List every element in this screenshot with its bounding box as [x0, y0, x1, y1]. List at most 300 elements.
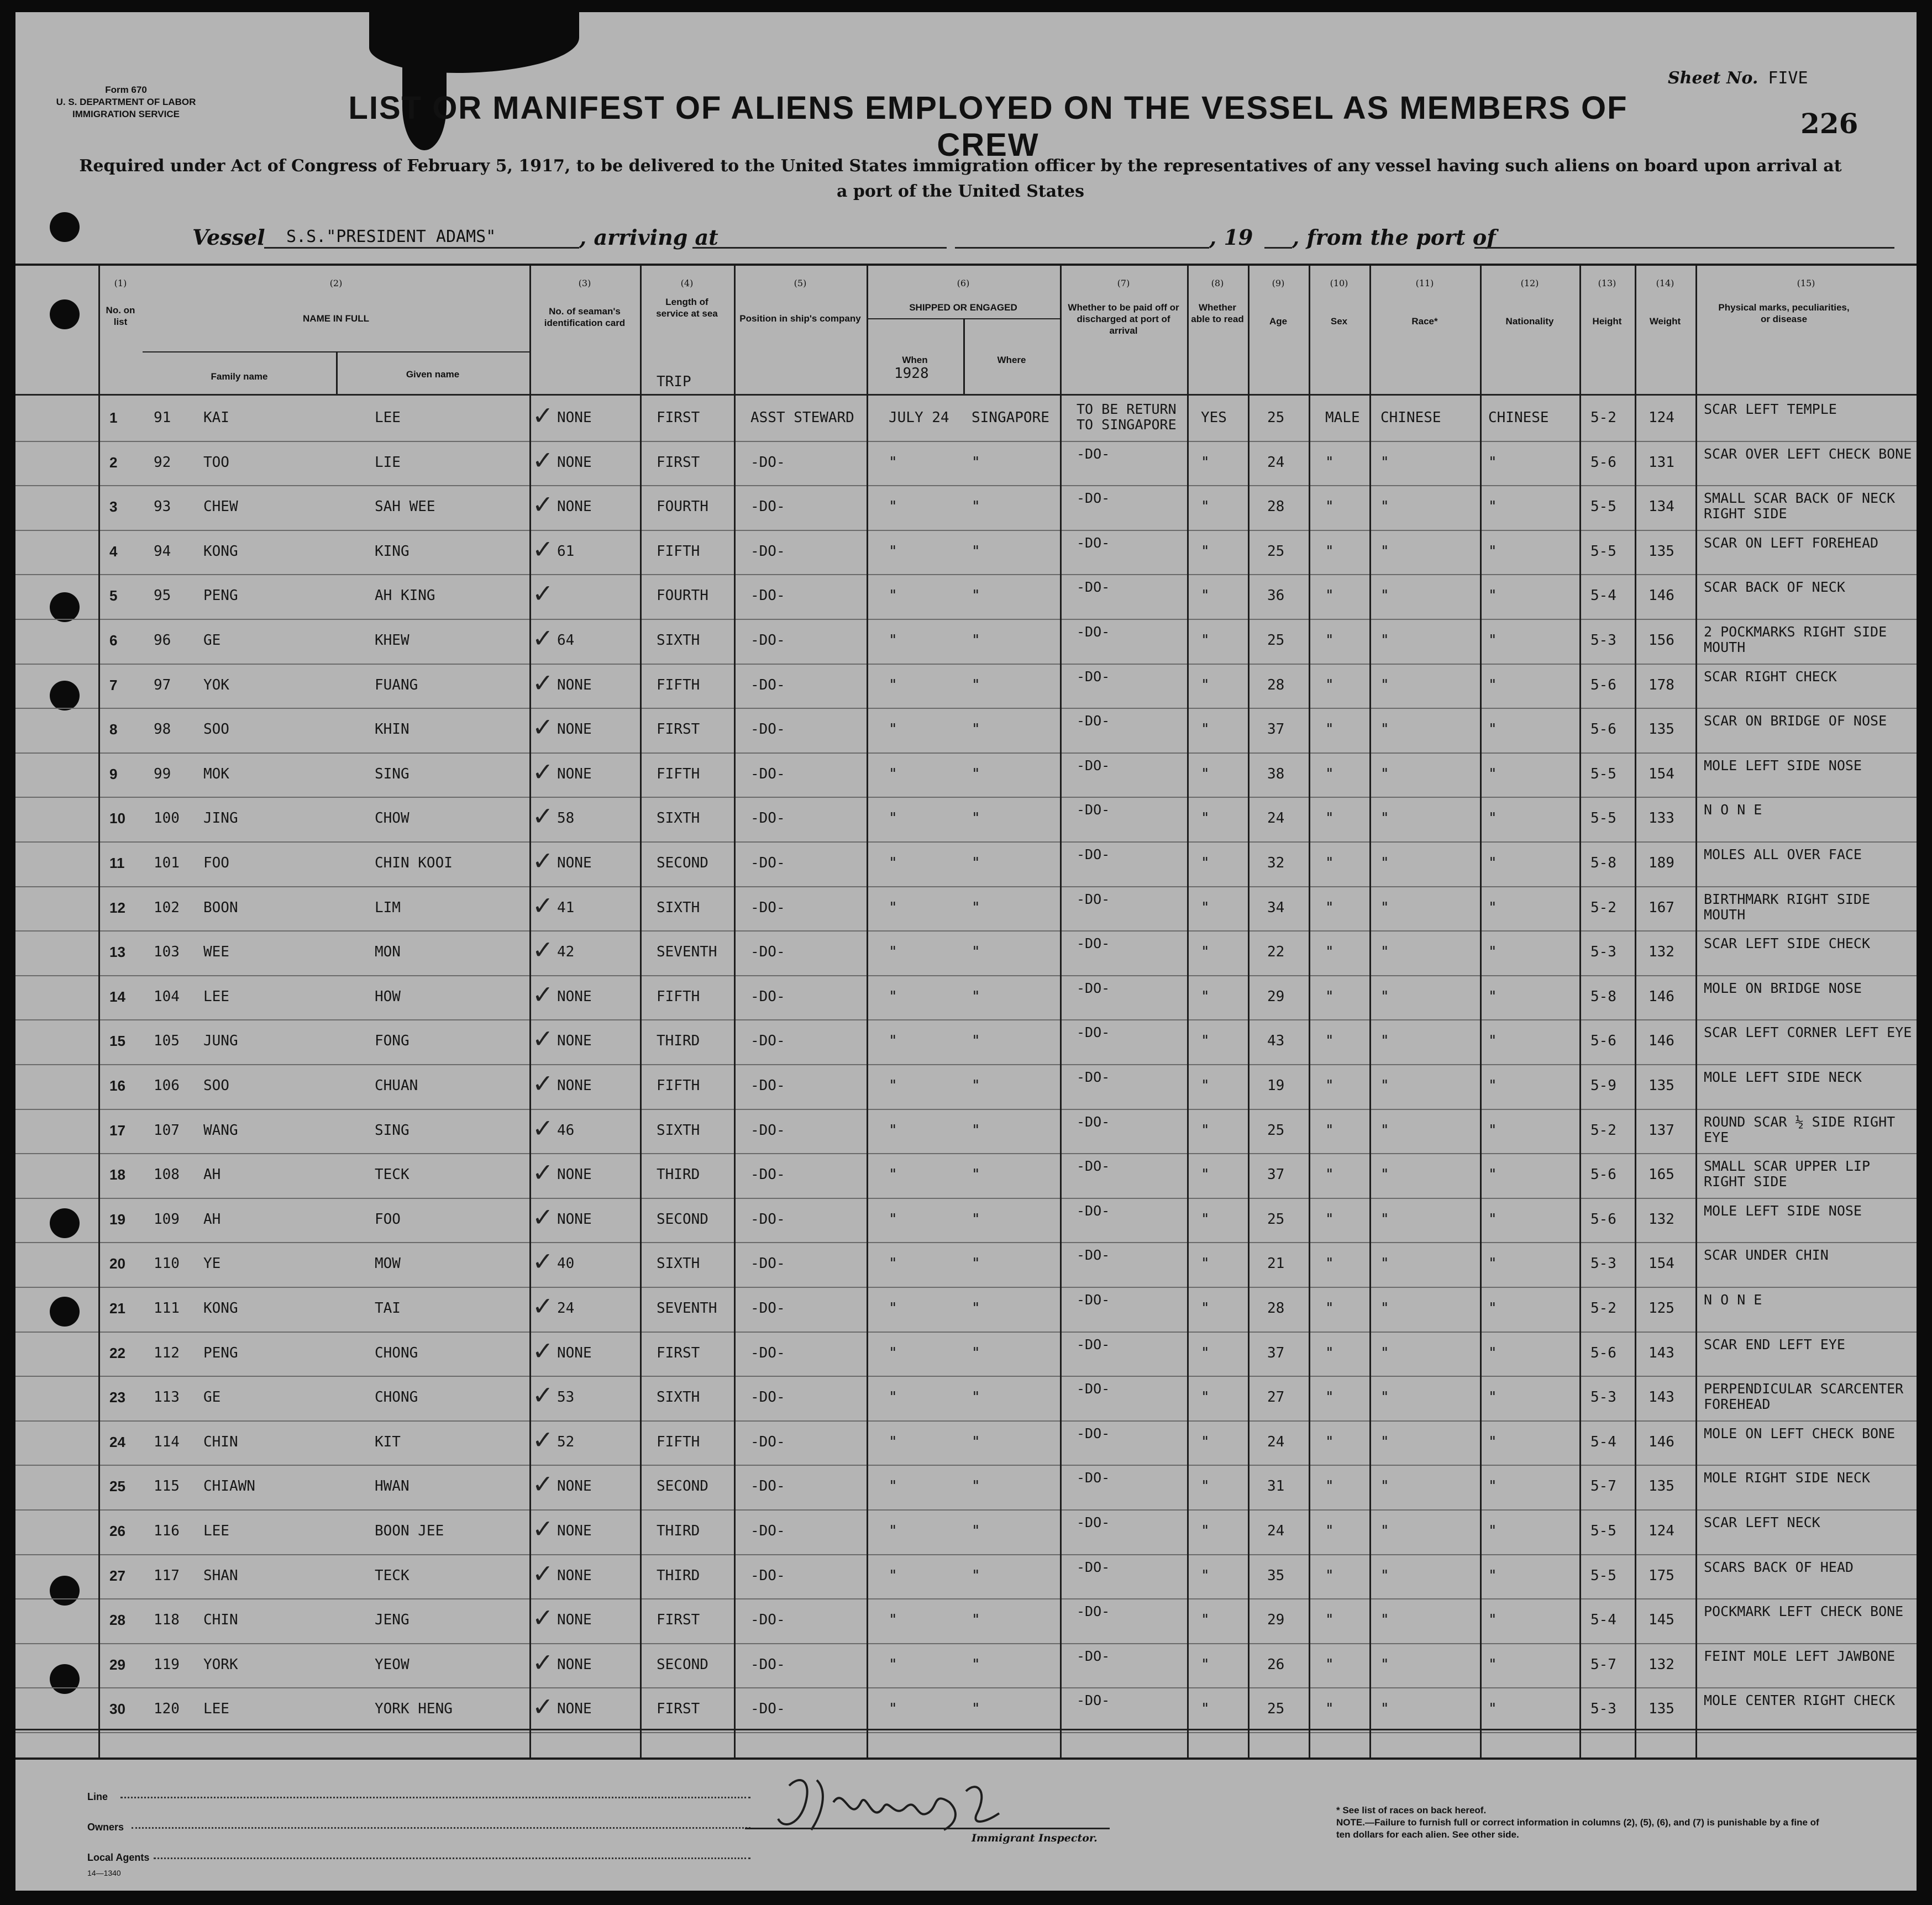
shipped-where: ": [972, 899, 980, 916]
physical-marks: SMALL SCAR UPPER LIP RIGHT SIDE: [1704, 1158, 1871, 1190]
height: 5-4: [1590, 1612, 1616, 1629]
height: 5-6: [1590, 1166, 1616, 1183]
weight: 145: [1649, 1612, 1674, 1629]
position: -DO-: [750, 1523, 785, 1539]
nationality: ": [1488, 543, 1497, 560]
given-name: YEOW: [375, 1656, 410, 1673]
form-number: Form 670: [105, 85, 147, 95]
nationality: ": [1488, 1077, 1497, 1094]
shipped-where: ": [972, 988, 980, 1005]
weight: 154: [1649, 1255, 1674, 1272]
shipped-when: ": [889, 1478, 897, 1495]
race: ": [1380, 1523, 1389, 1539]
paid-off: -DO-: [1077, 980, 1110, 996]
family-name: SOO: [203, 1077, 229, 1094]
agents-label: Local Agents: [87, 1852, 150, 1863]
row-rule: [15, 664, 1917, 665]
service-trip-note: TRIP: [657, 373, 691, 390]
able-to-read: ": [1201, 1166, 1210, 1183]
col-header-marks: Physical marks, peculiarities, or disease: [1718, 302, 1850, 324]
position: -DO-: [750, 1612, 785, 1629]
service-length: FOURTH: [657, 587, 708, 604]
row-number: 16: [109, 1077, 125, 1094]
col-divider: [734, 266, 736, 1757]
sex: ": [1325, 1656, 1334, 1673]
weight: 175: [1649, 1567, 1674, 1584]
shipped-where: ": [972, 855, 980, 871]
col-divider: [640, 266, 642, 1757]
row-rule: [15, 797, 1917, 798]
given-name: LEE: [375, 409, 401, 426]
row-number: 29: [109, 1656, 125, 1673]
race: ": [1380, 1077, 1389, 1094]
given-name: SING: [375, 765, 410, 782]
family-name: SHAN: [203, 1567, 238, 1584]
able-to-read: ": [1201, 1077, 1210, 1094]
given-name: CHONG: [375, 1389, 418, 1406]
able-to-read: ": [1201, 1478, 1210, 1495]
physical-marks: SCAR ON BRIDGE OF NOSE: [1704, 713, 1887, 729]
shipped-where: ": [972, 1701, 980, 1718]
check-mark-icon: ✓: [532, 890, 554, 920]
id-card: NONE: [557, 498, 592, 515]
weight: 146: [1649, 1033, 1674, 1050]
service-length: THIRD: [657, 1523, 700, 1539]
service-length: FIFTH: [657, 765, 700, 782]
row-number: 23: [109, 1389, 125, 1406]
family-name: YORK: [203, 1656, 238, 1673]
paid-off: -DO-: [1077, 802, 1110, 818]
weight: 143: [1649, 1389, 1674, 1406]
family-name: WEE: [203, 944, 229, 961]
line-field: [120, 1797, 750, 1798]
position: -DO-: [750, 810, 785, 827]
service-length: SECOND: [657, 1478, 708, 1495]
position: -DO-: [750, 944, 785, 961]
service-length: SIXTH: [657, 632, 700, 649]
sex: ": [1325, 1612, 1334, 1629]
binder-hole: [50, 212, 80, 242]
sex: ": [1325, 1389, 1334, 1406]
id-card: NONE: [557, 1211, 592, 1228]
shipped-where: ": [972, 1255, 980, 1272]
family-name: CHIN: [203, 1433, 238, 1450]
row-number: 7: [109, 676, 118, 693]
vessel-underline: [264, 247, 579, 249]
check-mark-icon: ✓: [532, 490, 554, 520]
sex: MALE: [1325, 409, 1360, 426]
table-bottom-rule: [15, 1729, 1917, 1730]
age: 19: [1267, 1077, 1285, 1094]
sex: ": [1325, 632, 1334, 649]
id-card: 58: [557, 810, 575, 827]
age: 25: [1267, 1701, 1285, 1718]
given-name: KHIN: [375, 721, 410, 738]
row-number: 27: [109, 1567, 125, 1584]
service-length: FIFTH: [657, 1077, 700, 1094]
col-num-3: (3): [578, 278, 591, 288]
shipped-when: ": [889, 632, 897, 649]
position: -DO-: [750, 498, 785, 515]
weight: 137: [1649, 1122, 1674, 1139]
shipped-where: ": [972, 1478, 980, 1495]
service-length: FIRST: [657, 1612, 700, 1629]
weight: 135: [1649, 1701, 1674, 1718]
row-rule: [15, 574, 1917, 575]
weight: 146: [1649, 1433, 1674, 1450]
weight: 146: [1649, 587, 1674, 604]
list-number: 115: [154, 1478, 180, 1495]
weight: 125: [1649, 1300, 1674, 1317]
position: -DO-: [750, 1300, 785, 1317]
height: 5-5: [1590, 1567, 1616, 1584]
check-mark-icon: ✓: [532, 401, 554, 430]
shipped-when: ": [889, 1389, 897, 1406]
able-to-read: ": [1201, 1701, 1210, 1718]
row-rule: [15, 1109, 1917, 1110]
nationality: ": [1488, 498, 1497, 515]
service-length: THIRD: [657, 1166, 700, 1183]
able-to-read: ": [1201, 587, 1210, 604]
row-rule: [15, 752, 1917, 754]
able-to-read: ": [1201, 1211, 1210, 1228]
row-number: 3: [109, 498, 118, 515]
sex: ": [1325, 1433, 1334, 1450]
given-name: FOO: [375, 1211, 401, 1228]
height: 5-7: [1590, 1478, 1616, 1495]
shipped-where: ": [972, 1656, 980, 1673]
col-num-15: (15): [1797, 278, 1815, 288]
shipped-where: SINGAPORE: [972, 409, 1049, 426]
year-underline: [1264, 247, 1292, 249]
list-number: 117: [154, 1567, 180, 1584]
age: 29: [1267, 988, 1285, 1005]
physical-marks: SCAR RIGHT CHECK: [1704, 668, 1837, 685]
position: -DO-: [750, 1701, 785, 1718]
family-name: PENG: [203, 587, 238, 604]
col-divider: [1309, 266, 1310, 1757]
age: 29: [1267, 1612, 1285, 1629]
row-rule: [15, 1019, 1917, 1020]
list-number: 104: [154, 988, 180, 1005]
age: 37: [1267, 1166, 1285, 1183]
able-to-read: ": [1201, 1344, 1210, 1361]
line-label: Line: [87, 1791, 108, 1802]
id-card: NONE: [557, 1166, 592, 1183]
row-rule: [15, 1153, 1917, 1154]
id-card: NONE: [557, 1656, 592, 1673]
shipped-where: ": [972, 944, 980, 961]
service-length: FIRST: [657, 1701, 700, 1718]
paid-off: -DO-: [1077, 1692, 1110, 1709]
shipped-when: ": [889, 899, 897, 916]
family-name: JING: [203, 810, 238, 827]
torn-corner: [369, 12, 579, 73]
shipped-when: ": [889, 543, 897, 560]
position: -DO-: [750, 721, 785, 738]
weight: 124: [1649, 409, 1674, 426]
able-to-read: ": [1201, 1656, 1210, 1673]
given-name: KING: [375, 543, 410, 560]
weight: 132: [1649, 944, 1674, 961]
given-name: SAH WEE: [375, 498, 435, 515]
nationality: ": [1488, 1211, 1497, 1228]
nationality: ": [1488, 855, 1497, 871]
header-rule: [15, 394, 1917, 396]
paid-off: -DO-: [1077, 1069, 1110, 1085]
service-length: SIXTH: [657, 810, 700, 827]
shipped-where: ": [972, 498, 980, 515]
col-header-no: No. on list: [106, 305, 135, 327]
list-number: 100: [154, 810, 180, 827]
nationality: CHINESE: [1488, 409, 1549, 426]
shipped-when: ": [889, 1033, 897, 1050]
race: ": [1380, 1478, 1389, 1495]
physical-marks: ROUND SCAR ½ SIDE RIGHT EYE: [1704, 1113, 1896, 1145]
position: -DO-: [750, 1478, 785, 1495]
position: -DO-: [750, 988, 785, 1005]
paid-off: -DO-: [1077, 1381, 1110, 1397]
row-number: 6: [109, 632, 118, 649]
shipped-when: ": [889, 810, 897, 827]
list-number: 106: [154, 1077, 180, 1094]
family-name: JUNG: [203, 1033, 238, 1050]
paid-off: -DO-: [1077, 1470, 1110, 1486]
list-number: 95: [154, 587, 171, 604]
col-num-9: (9): [1272, 278, 1285, 288]
id-card: NONE: [557, 1344, 592, 1361]
position: -DO-: [750, 1211, 785, 1228]
age: 37: [1267, 1344, 1285, 1361]
position: -DO-: [750, 1344, 785, 1361]
col-header-given: Given name: [406, 369, 460, 380]
shipped-when: ": [889, 587, 897, 604]
race: ": [1380, 1255, 1389, 1272]
physical-marks: SCAR UNDER CHIN: [1704, 1247, 1829, 1264]
height: 5-5: [1590, 543, 1616, 560]
form-code: 14—1340: [87, 1869, 121, 1877]
able-to-read: ": [1201, 1612, 1210, 1629]
list-number: 116: [154, 1523, 180, 1539]
id-card: 24: [557, 1300, 575, 1317]
physical-marks: N O N E: [1704, 1292, 1762, 1308]
footnotes: [1336, 1804, 1823, 1841]
row-number: 30: [109, 1701, 125, 1718]
race: ": [1380, 1567, 1389, 1584]
owners-field: [132, 1827, 750, 1829]
paid-off: -DO-: [1077, 579, 1110, 596]
position: -DO-: [750, 1166, 785, 1183]
height: 5-6: [1590, 1344, 1616, 1361]
height: 5-3: [1590, 1255, 1616, 1272]
age: 24: [1267, 1523, 1285, 1539]
shipped-when: ": [889, 1523, 897, 1539]
weight: 133: [1649, 810, 1674, 827]
shipped-where: ": [972, 1567, 980, 1584]
family-name: GE: [203, 632, 221, 649]
paid-off: -DO-: [1077, 1603, 1110, 1620]
row-rule: [15, 1242, 1917, 1243]
sex: ": [1325, 1523, 1334, 1539]
col-divider: [98, 266, 100, 1757]
weight: 143: [1649, 1344, 1674, 1361]
shipped-when: ": [889, 1211, 897, 1228]
shipped-where: ": [972, 1033, 980, 1050]
age: 36: [1267, 587, 1285, 604]
height: 5-6: [1590, 1211, 1616, 1228]
height: 5-5: [1590, 498, 1616, 515]
list-number: 120: [154, 1701, 180, 1718]
col-header-shipped: SHIPPED OR ENGAGED: [909, 302, 1017, 313]
race: ": [1380, 1344, 1389, 1361]
list-number: 105: [154, 1033, 180, 1050]
id-card: NONE: [557, 454, 592, 471]
service-length: SEVENTH: [657, 944, 717, 961]
family-name: AH: [203, 1211, 221, 1228]
col-num-14: (14): [1656, 278, 1674, 288]
row-rule: [15, 1064, 1917, 1065]
sex: ": [1325, 1478, 1334, 1495]
nationality: ": [1488, 1478, 1497, 1495]
nationality: ": [1488, 721, 1497, 738]
shipped-when: ": [889, 1433, 897, 1450]
service-length: FIFTH: [657, 988, 700, 1005]
physical-marks: MOLES ALL OVER FACE: [1704, 846, 1862, 862]
position: -DO-: [750, 454, 785, 471]
shipped-where: ": [972, 1389, 980, 1406]
position: -DO-: [750, 855, 785, 871]
height: 5-2: [1590, 1122, 1616, 1139]
id-card: 46: [557, 1122, 575, 1139]
shipped-when: ": [889, 676, 897, 693]
able-to-read: ": [1201, 1523, 1210, 1539]
col-header-race: Race*: [1411, 316, 1438, 327]
physical-marks: PERPENDICULAR SCARCENTER FOREHEAD: [1704, 1381, 1904, 1413]
weight: 135: [1649, 721, 1674, 738]
list-number: 102: [154, 899, 180, 916]
age: 24: [1267, 454, 1285, 471]
height: 5-5: [1590, 810, 1616, 827]
age: 38: [1267, 765, 1285, 782]
list-number: 118: [154, 1612, 180, 1629]
paid-off: -DO-: [1077, 757, 1110, 773]
id-card: NONE: [557, 1701, 592, 1718]
height: 5-2: [1590, 409, 1616, 426]
paid-off: -DO-: [1077, 1202, 1110, 1219]
weight: 132: [1649, 1211, 1674, 1228]
list-number: 91: [154, 409, 171, 426]
race: ": [1380, 988, 1389, 1005]
check-mark-icon: ✓: [532, 1335, 554, 1366]
nationality: ": [1488, 632, 1497, 649]
col-num-6: (6): [957, 278, 970, 288]
able-to-read: ": [1201, 632, 1210, 649]
physical-marks: MOLE ON LEFT CHECK BONE: [1704, 1425, 1896, 1441]
physical-marks: SCAR LEFT CORNER LEFT EYE: [1704, 1024, 1912, 1041]
row-rule: [15, 930, 1917, 932]
paid-off: -DO-: [1077, 445, 1110, 462]
paid-off: -DO-: [1077, 1113, 1110, 1130]
given-name: KHEW: [375, 632, 410, 649]
shipped-when: ": [889, 944, 897, 961]
family-name: FOO: [203, 855, 229, 871]
col-header-where: Where: [997, 355, 1026, 365]
age: 37: [1267, 721, 1285, 738]
height: 5-7: [1590, 1656, 1616, 1673]
weight: 156: [1649, 632, 1674, 649]
check-mark-icon: ✓: [532, 846, 554, 876]
shipped-when: ": [889, 855, 897, 871]
sex: ": [1325, 587, 1334, 604]
col-header-weight: Weight: [1649, 316, 1681, 327]
race: ": [1380, 899, 1389, 916]
service-length: THIRD: [657, 1033, 700, 1050]
id-card: NONE: [557, 1077, 592, 1094]
check-mark-icon: ✓: [532, 979, 554, 1009]
able-to-read: ": [1201, 676, 1210, 693]
nationality: ": [1488, 1656, 1497, 1673]
sex: ": [1325, 1211, 1334, 1228]
height: 5-6: [1590, 721, 1616, 738]
physical-marks: MOLE LEFT SIDE NECK: [1704, 1069, 1862, 1085]
position: -DO-: [750, 587, 785, 604]
given-name: CHOW: [375, 810, 410, 827]
row-number: 21: [109, 1300, 125, 1317]
row-rule: [15, 1643, 1917, 1644]
check-mark-icon: ✓: [532, 667, 554, 698]
check-mark-icon: ✓: [532, 935, 554, 965]
family-name: LEE: [203, 1701, 229, 1718]
signature-line: [745, 1828, 1110, 1829]
able-to-read: ": [1201, 1122, 1210, 1139]
height: 5-3: [1590, 632, 1616, 649]
list-number: 103: [154, 944, 180, 961]
row-rule: [15, 1465, 1917, 1466]
id-card: 64: [557, 632, 575, 649]
shipped-when: ": [889, 1166, 897, 1183]
nationality: ": [1488, 1701, 1497, 1718]
col-header-position: Position in ship's company: [739, 313, 861, 324]
race: ": [1380, 1166, 1389, 1183]
paid-off: -DO-: [1077, 1247, 1110, 1264]
paid-off: -DO-: [1077, 1648, 1110, 1664]
weight: 131: [1649, 454, 1674, 471]
col-num-4: (4): [680, 278, 694, 288]
height: 5-6: [1590, 1033, 1616, 1050]
inspector-signature: [767, 1769, 1065, 1841]
age: 34: [1267, 899, 1285, 916]
weight: 146: [1649, 988, 1674, 1005]
id-card: NONE: [557, 1612, 592, 1629]
position: -DO-: [750, 1389, 785, 1406]
row-rule: [15, 975, 1917, 976]
id-card: NONE: [557, 765, 592, 782]
shipped-where: ": [972, 1523, 980, 1539]
shipped-where: ": [972, 1122, 980, 1139]
check-mark-icon: ✓: [532, 578, 554, 609]
footer: [15, 1758, 1917, 1891]
race: ": [1380, 587, 1389, 604]
position: -DO-: [750, 1122, 785, 1139]
height: 5-8: [1590, 855, 1616, 871]
row-rule: [15, 485, 1917, 486]
height: 5-5: [1590, 765, 1616, 782]
family-name: BOON: [203, 899, 238, 916]
shipped-when: ": [889, 1077, 897, 1094]
able-to-read: YES: [1201, 409, 1227, 426]
col-num-11: (11): [1415, 278, 1434, 288]
col-divider: [1480, 266, 1482, 1757]
